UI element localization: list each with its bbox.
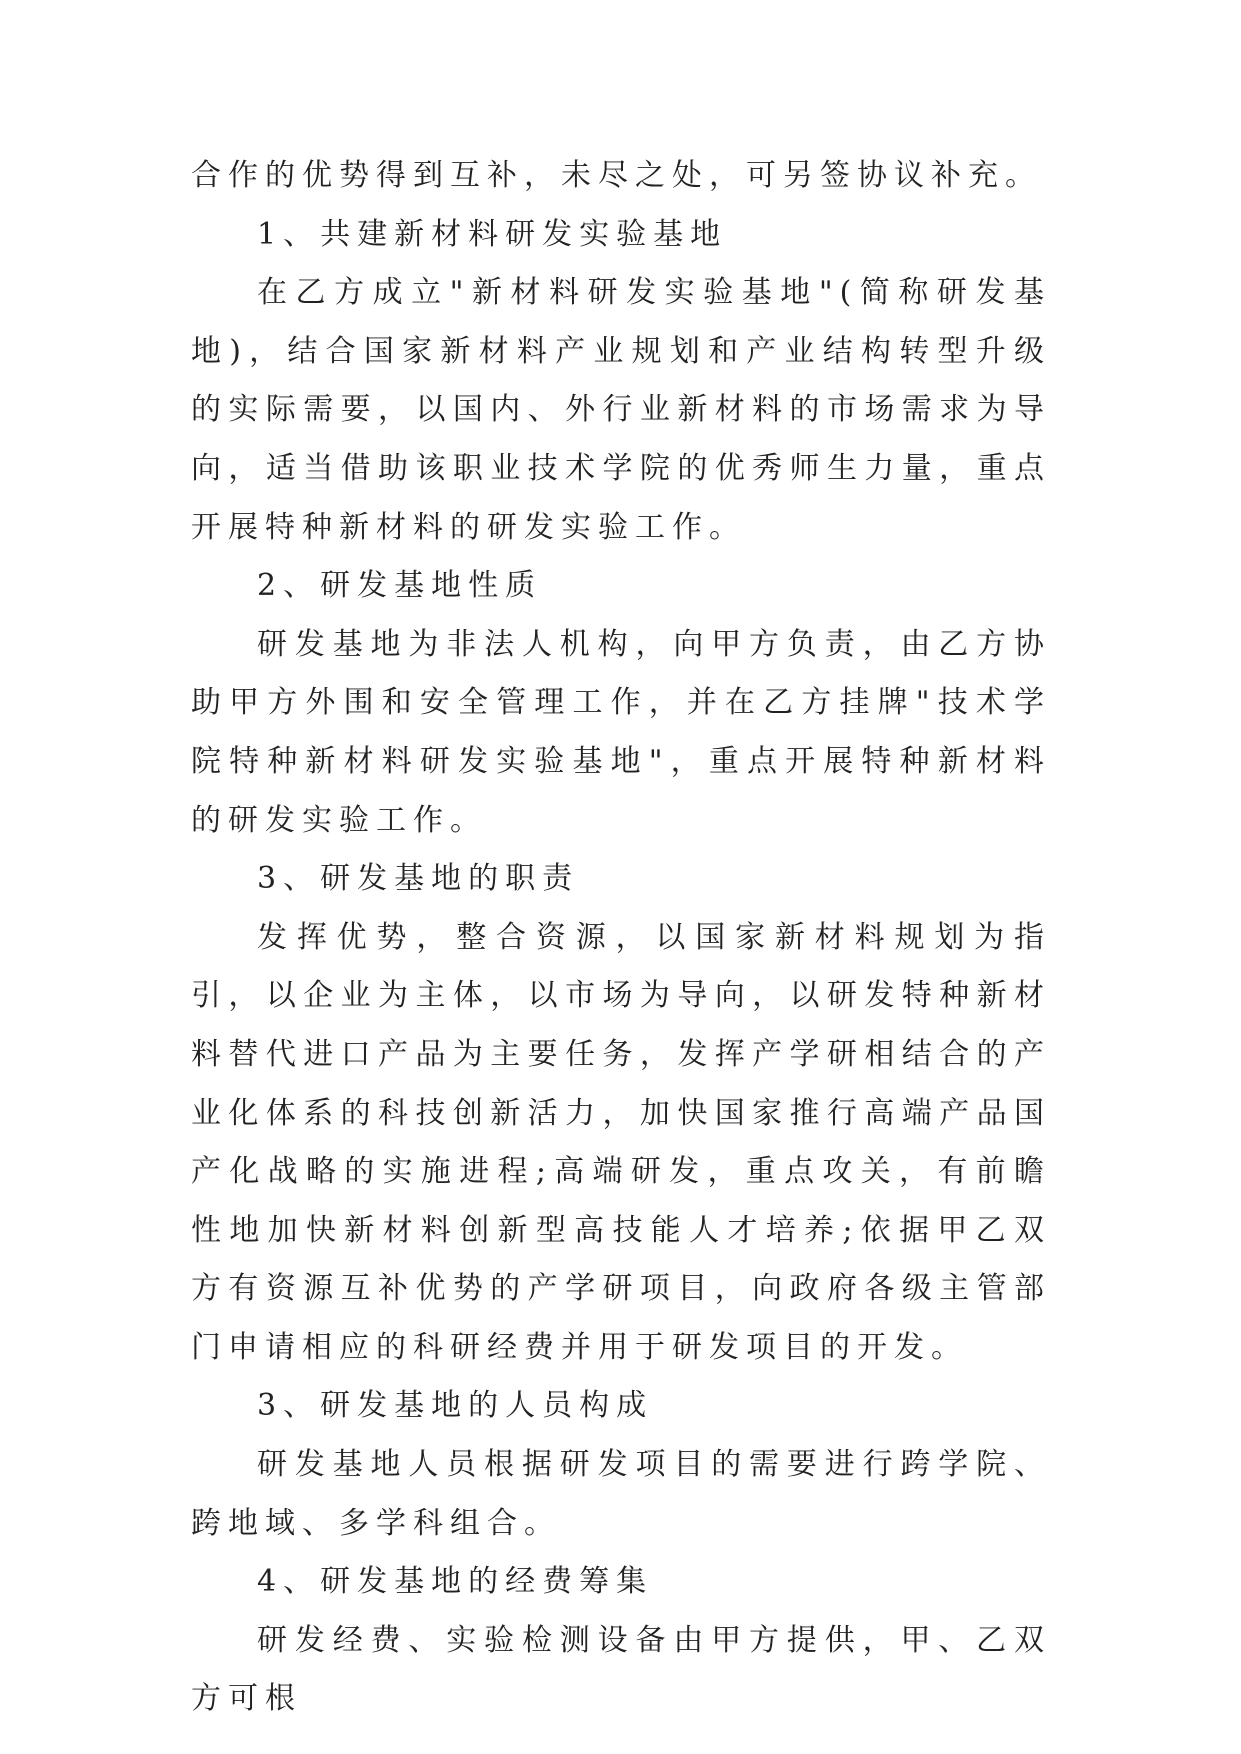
- section-heading-1: 1、共建新材料研发实验基地: [257, 216, 728, 252]
- section-heading-2: 2、研发基地性质: [257, 568, 543, 604]
- section-heading-4: 4、研发基地的经费筹集: [257, 1564, 654, 1600]
- section-heading-3: 3、研发基地的职责: [257, 861, 580, 897]
- paragraph-section-4: 研发经费、实验检测设备由甲方提供，甲、乙双方可根: [191, 1622, 1051, 1717]
- paragraph-section-3b: 研发基地人员根据研发项目的需要进行跨学院、跨地域、多学科组合。: [191, 1447, 1051, 1541]
- paragraph-section-1: 在乙方成立"新材料研发实验基地"(简称研发基地)，结合国家新材料产业规划和产业结构转型升级的实际需要，以国内、外行业新材料的市场需求为导向，适当借助该职业技术学院的优秀师生力量，重点开展特种新材料的研发实验工作。: [191, 275, 1051, 545]
- paragraph-continuation: 合作的优势得到互补，未尽之处，可另签协议补充。: [191, 158, 1042, 193]
- paragraph-section-2: 研发基地为非法人机构，向甲方负责，由乙方协助甲方外围和安全管理工作，并在乙方挂牌"技术学院特种新材料研发实验基地"，重点开展特种新材料的研发实验工作。: [191, 626, 1051, 838]
- document-body: [191, 147, 1051, 1729]
- paragraph-section-3: 发挥优势，整合资源，以国家新材料规划为指引，以企业为主体，以市场为导向，以研发特种新材料替代进口产品为主要任务，发挥产学研相结合的产业化体系的科技创新活力，加快国家推行高端产品国产化战略的实施进程;高端研发，重点攻关，有前瞻性地加快新材料创新型高技能人才培养;依据甲乙双方有资源互补优势的产学研项目，向政府各级主管部门申请相应的科研经费并用于研发项目的开发。: [191, 919, 1051, 1365]
- section-heading-3b: 3、研发基地的人员构成: [257, 1388, 654, 1424]
